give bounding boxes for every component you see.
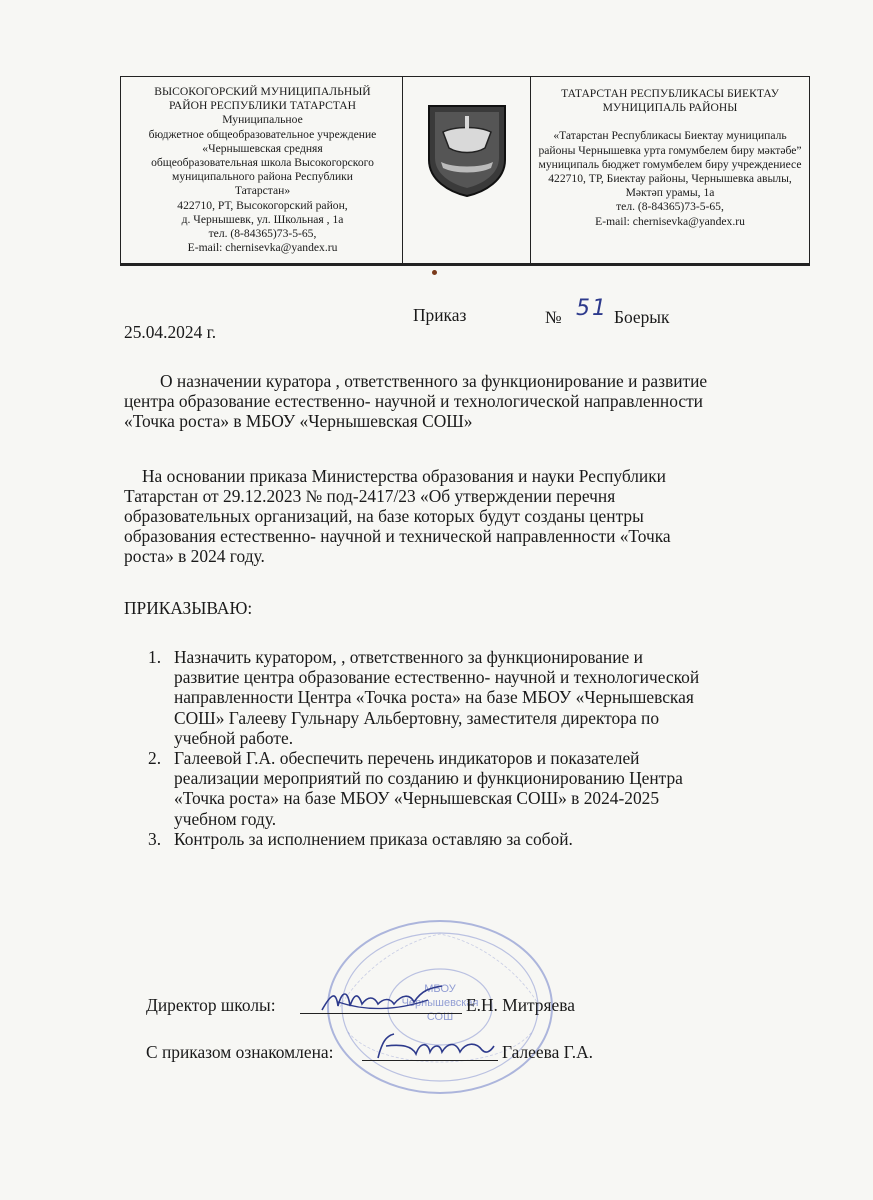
basis-line: Татарстан от 29.12.2023 № под-2417/23 «Об утверждении перечня (124, 486, 616, 506)
basis-line: образовательных организаций, на базе которых будут созданы центры (124, 506, 644, 526)
left-line: «Чернышевская средняя (202, 141, 323, 155)
coat-of-arms-icon (425, 102, 509, 198)
right-title-line-1: ТАТАРСТАН РЕСПУБЛИКАСЫ БИЕКТАУ (561, 87, 779, 100)
left-line: бюджетное общеобразовательное учреждение (148, 127, 377, 141)
letterhead-right (531, 77, 809, 263)
subject-line: «Точка роста» в МБОУ «Чернышевская СОШ» (124, 411, 473, 431)
item-line: Контроль за исполнением приказа оставляю за собой. (174, 828, 573, 849)
acquainted-name: Галеева Г.А. (502, 1042, 594, 1062)
right-line: тел. (8-84365)73-5-65, (616, 200, 724, 214)
stamp-text: МБОУ (424, 983, 456, 995)
list-item (148, 647, 699, 748)
right-line: E-mail: chernisevka@yandex.ru (595, 214, 745, 228)
left-title-line-2: РАЙОН РЕСПУБЛИКИ ТАТАРСТАН (168, 99, 357, 113)
left-line: муниципального района Республики (172, 170, 353, 184)
right-line: «Татарстан Республикасы Биектау муниципаль (553, 129, 787, 143)
right-line: муниципаль бюджет гомумбелем биру учреждениесе (538, 157, 802, 171)
item-line: Галеевой Г.А. обеспечить перечень индикаторов и показателей (174, 748, 640, 769)
director-name: Е.Н. Митряева (466, 995, 575, 1015)
left-line: E-mail: chernisevka@yandex.ru (187, 241, 338, 255)
item-line: СОШ» Галееву Гульнару Альбертовну, заместителя директора по (174, 707, 660, 728)
stamp-text: Чернышевская (401, 997, 479, 1009)
order-date: 25.04.2024 г. (124, 322, 217, 342)
list-item (148, 829, 699, 849)
order-title-tatar: Боерык (614, 307, 670, 327)
left-line: д. Чернышевк, ул. Школьная , 1а (181, 212, 344, 226)
order-basis (124, 466, 671, 566)
basis-line: образования естественно- научной и технической направленности «Точка (124, 526, 671, 546)
item-number: 3. (148, 828, 162, 849)
item-line: «Точка роста» на базе МБОУ «Чернышевская СОШ» в 2024-2025 (174, 788, 660, 809)
order-subject (124, 371, 707, 431)
left-line: Муниципальное (222, 113, 303, 127)
acquainted-label: С приказом ознакомлена: (146, 1042, 334, 1062)
order-number: 51 (576, 296, 608, 321)
left-line: общеобразовательная школа Высокогорского (151, 156, 374, 170)
item-number: 1. (148, 647, 162, 667)
decree-word: ПРИКАЗЫВАЮ: (124, 598, 253, 618)
left-line: 422710, РТ, Высокогорский район, (177, 198, 348, 212)
right-line: Мәктәп урамы, 1а (625, 186, 715, 200)
item-line: Назначить куратором, , ответственного за функционирование и (174, 647, 643, 667)
order-number-sign: № (545, 307, 562, 327)
basis-line: На основании приказа Министерства образования и науки Республики (142, 466, 666, 486)
subject-line: центра образование естественно- научной и технологической направленности (124, 391, 703, 411)
letterhead (120, 76, 810, 266)
item-line: учебной работе. (174, 727, 294, 748)
item-line: реализации мероприятий по созданию и функционированию Центра (174, 768, 683, 789)
director-label: Директор школы: (146, 995, 276, 1015)
letterhead-emblem (403, 77, 531, 263)
item-number: 2. (148, 748, 162, 769)
order-title: Приказ (413, 305, 467, 325)
acquainted-signature (372, 1028, 498, 1066)
left-line: тел. (8-84365)73-5-65, (208, 227, 317, 241)
right-title-line-2: МУНИЦИПАЛЬ РАЙОНЫ (602, 101, 738, 115)
right-line: 422710, ТР, Биектау районы, Чернышевка авылы, (548, 172, 792, 186)
stamp-text: СОШ (426, 1011, 454, 1023)
item-line: учебном году. (174, 808, 277, 829)
order-items (148, 647, 699, 849)
item-line: развитие центра образование естественно- научной и технологической (174, 667, 700, 688)
subject-line: О назначении куратора , ответственного за функционирование и развитие (160, 371, 708, 391)
item-line: направленности Центра «Точка роста» на базе МБОУ «Чернышевская (174, 687, 694, 708)
director-signature (318, 982, 448, 1020)
right-line: районы Чернышевка урта гомумбелем биру мәктәбе” (538, 143, 802, 157)
letterhead-left (121, 77, 403, 263)
list-item (148, 748, 699, 829)
basis-line: роста» в 2024 году. (124, 546, 265, 566)
ink-dot (432, 270, 437, 275)
left-title-line-1: ВЫСОКОГОРСКИЙ МУНИЦИПАЛЬНЫЙ (154, 85, 371, 98)
left-line: Татарстан» (234, 184, 291, 198)
